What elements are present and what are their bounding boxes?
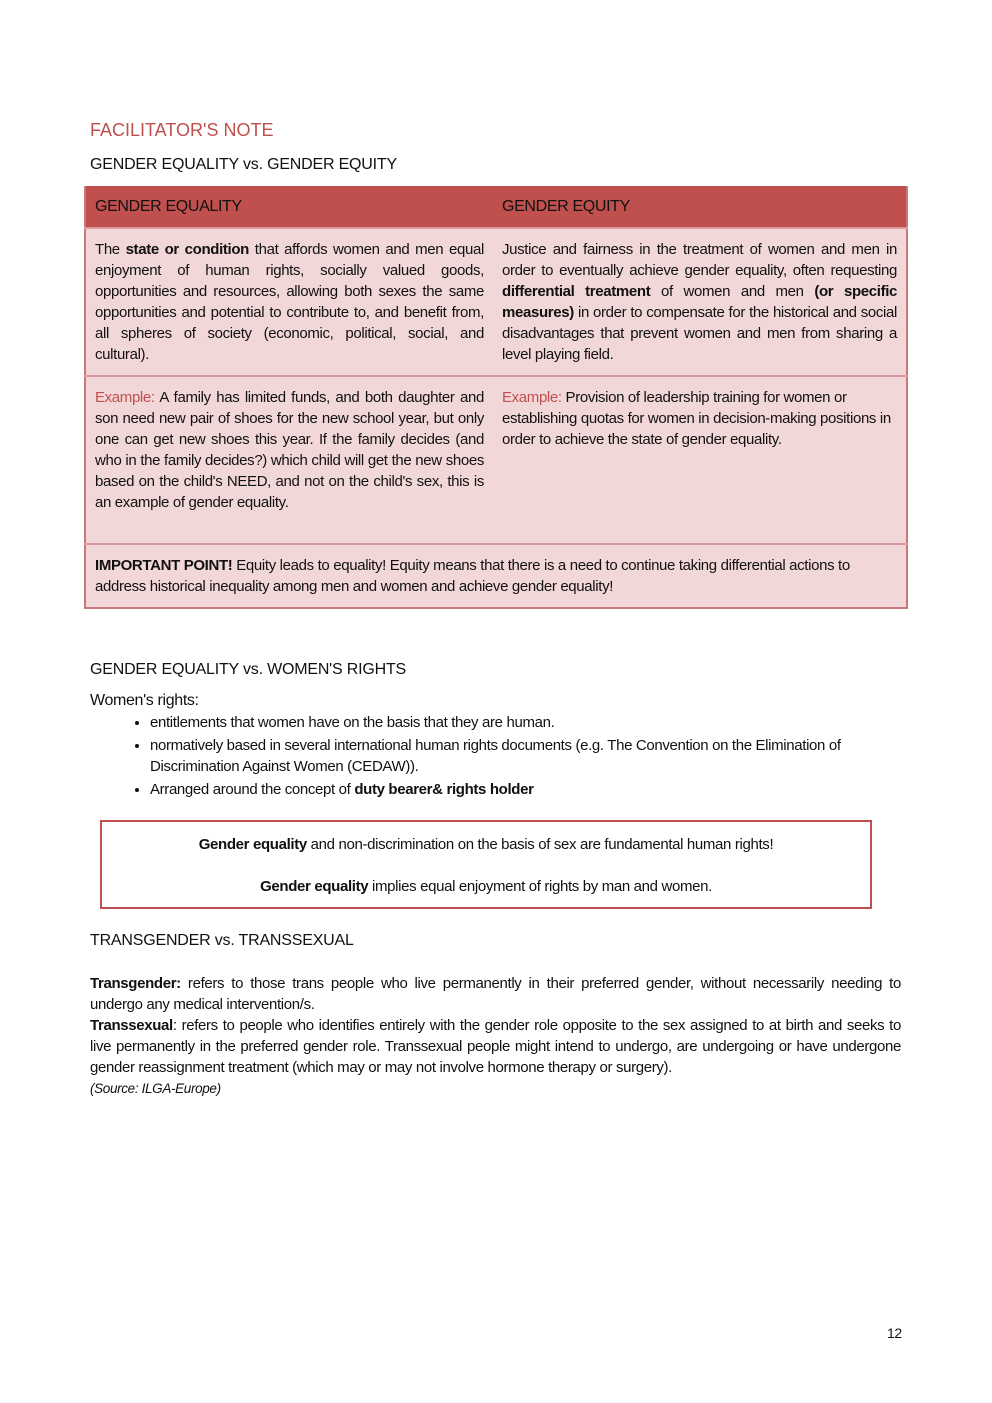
header-gender-equality: GENDER EQUALITY xyxy=(85,186,493,228)
section-title-equality-equity: GENDER EQUALITY vs. GENDER EQUITY xyxy=(90,156,397,173)
womens-rights-label: Women's rights: xyxy=(90,692,199,709)
table-header-row xyxy=(85,186,907,228)
section-title-transgender: TRANSGENDER vs. TRANSSEXUAL xyxy=(90,932,354,949)
key-message-line-1: Gender equality and non-discrimination on the basis of sex are fundamental human rights! xyxy=(198,836,774,853)
list-item: • Arranged around the concept of duty bearer& rights holder xyxy=(150,779,910,801)
header-gender-equity: GENDER EQUITY xyxy=(493,186,907,228)
table-row-examples xyxy=(85,376,907,544)
list-item: • normatively based in several international human rights documents (e.g. The Convention on the Elimination of Discrimination Against Women (CEDAW)). xyxy=(150,735,910,778)
key-message-box xyxy=(100,820,872,909)
table-row-important xyxy=(85,544,907,608)
important-point: IMPORTANT POINT! Equity leads to equality! Equity means that there is a need to continue taking differential actions to address historical inequality among men and women and achieve gender equality! xyxy=(85,544,907,608)
transgender-definitions: Transgender: refers to those trans people who live permanently in their preferred gender, without necessarily needing to undergo any medical intervention/s. Transsexual: refers to people who identifies entirely with the gender role opposite to the sex assigned to at birth and seeks to live permanently in the preferred gender role. Transsexual people might intend to undergo, are undergoing or have undergone gender reassignment treatment (which may or may not involve hormone therapy or surgery). (Source: ILGA-Europe) xyxy=(90,975,901,1096)
equity-example: Example: Provision of leadership training for women or establishing quotas for women in decision-making positions in order to achieve the state of gender equality. xyxy=(493,376,907,544)
equity-definition: Justice and fairness in the treatment of women and men in order to eventually achieve gender equality, often requesting differential treatment of women and men (or specific measures) in order to compensate for the historical and social disadvantages that prevent women and men from sharing a level playing field. xyxy=(493,228,907,376)
table-row-definitions xyxy=(85,228,907,376)
facilitator-note-heading: FACILITATOR'S NOTE xyxy=(90,120,274,140)
key-message-line-2: Gender equality implies equal enjoyment of rights by man and women. xyxy=(260,878,712,895)
source-citation: (Source: ILGA-Europe) xyxy=(90,1081,221,1096)
womens-rights-list xyxy=(112,712,910,801)
list-item: • entitlements that women have on the basis that they are human. xyxy=(150,712,910,734)
equality-equity-table xyxy=(84,186,908,609)
section-title-womens-rights: GENDER EQUALITY vs. WOMEN'S RIGHTS xyxy=(90,661,406,678)
page-number: 12 xyxy=(887,1325,902,1341)
equality-example: Example: A family has limited funds, and both daughter and son need new pair of shoes for the new school year, but only one can get new shoes this year. If the family decides (and who in the family decides?) which child will get the new shoes based on the child's NEED, and not on the child's sex, this is an example of gender equality. xyxy=(85,376,493,544)
equality-definition: The state or condition that affords women and men equal enjoyment of human rights, socially valued goods, opportunities and resources, allowing both sexes the same opportunities and potential to contribute to, and benefit from, all spheres of society (economic, political, social, and cultural). xyxy=(85,228,493,376)
